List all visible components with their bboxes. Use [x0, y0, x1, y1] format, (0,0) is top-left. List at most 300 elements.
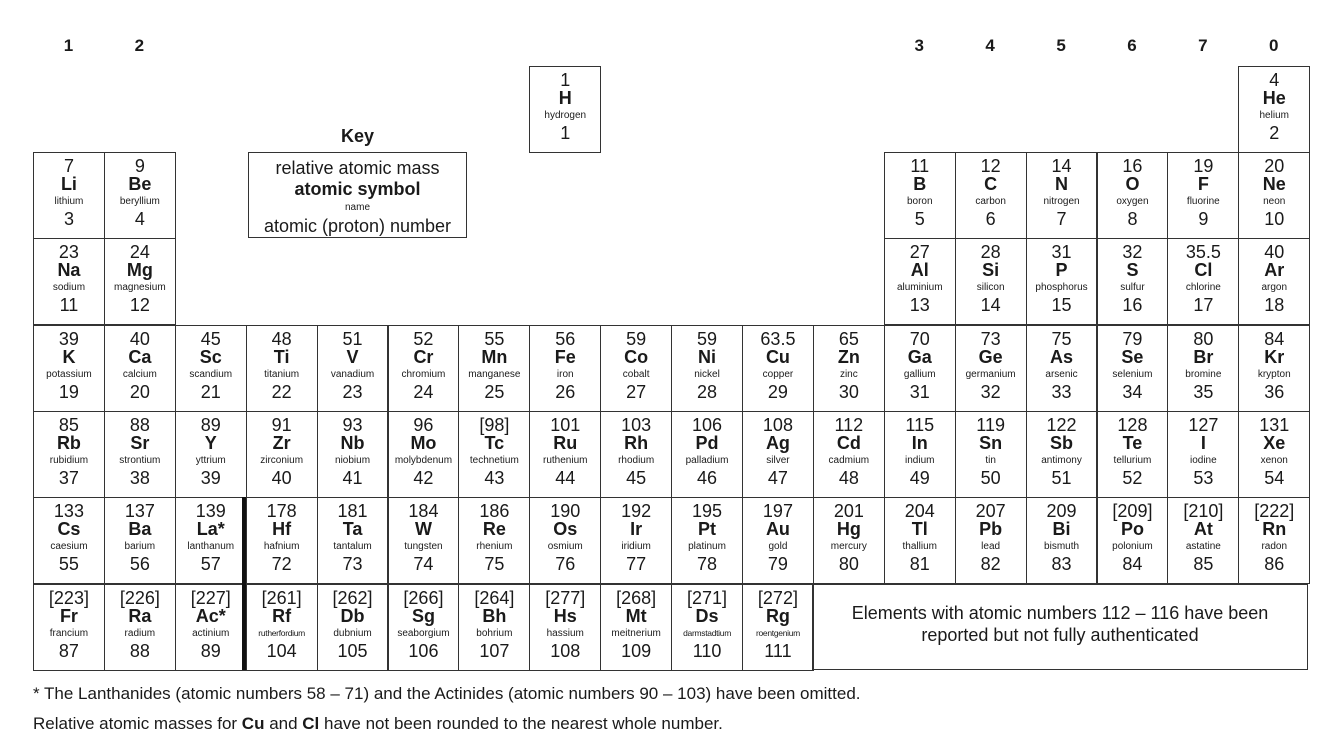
footnote-and: and [264, 714, 303, 733]
element-symbol: Xe [1263, 433, 1286, 453]
element-symbol: Ru [553, 433, 578, 453]
element-mass: 131 [1259, 415, 1290, 435]
element-number: 7 [1056, 209, 1067, 229]
element-name: copper [762, 369, 794, 380]
element-symbol: La* [196, 519, 225, 539]
element-symbol: I [1200, 433, 1206, 453]
element-symbol: Ni [698, 347, 717, 367]
element-name: scandium [189, 369, 233, 380]
element-number: 37 [58, 468, 79, 488]
element-number: 55 [58, 554, 79, 574]
group-header: 3 [914, 36, 924, 55]
element-name: lanthanum [187, 541, 235, 552]
element-symbol: Si [982, 260, 1000, 280]
element-cell-mercury [813, 497, 885, 584]
element-cell-radon [1238, 497, 1310, 584]
element-number: 16 [1122, 295, 1143, 315]
element-symbol: Os [553, 519, 578, 539]
element-symbol: Rn [1262, 519, 1287, 539]
element-cell-hydrogen [529, 66, 601, 153]
element-mass: 39 [58, 329, 79, 349]
element-cell-vanadium [317, 325, 389, 412]
element-mass: 4 [1269, 70, 1280, 90]
element-number: 15 [1051, 295, 1072, 315]
element-mass: 89 [200, 415, 221, 435]
element-name: rhenium [476, 541, 513, 552]
key-mass-label: relative atomic mass [275, 158, 440, 178]
element-symbol: Pb [979, 519, 1003, 539]
element-symbol: Sn [979, 433, 1003, 453]
element-name: magnesium [113, 282, 166, 293]
element-name: technetium [469, 455, 519, 466]
element-symbol: Ac* [195, 606, 226, 626]
element-number: 46 [697, 468, 718, 488]
element-number: 54 [1264, 468, 1285, 488]
element-number: 76 [555, 554, 576, 574]
element-name: silver [766, 455, 790, 466]
element-symbol: Bi [1052, 519, 1071, 539]
element-symbol: Br [1193, 347, 1214, 367]
element-number: 11 [59, 295, 79, 315]
element-number: 25 [484, 382, 505, 402]
element-mass: 84 [1264, 329, 1285, 349]
element-name: roentgenium [755, 628, 800, 638]
element-mass: 103 [621, 415, 652, 435]
element-symbol: At [1193, 519, 1213, 539]
element-number: 9 [1198, 209, 1209, 229]
element-name: silicon [976, 282, 1005, 293]
element-cell-francium [33, 584, 105, 671]
element-name: iodine [1189, 455, 1217, 466]
element-number: 110 [692, 641, 722, 661]
element-number: 44 [555, 468, 576, 488]
element-mass: 93 [342, 415, 363, 435]
element-number: 23 [342, 382, 363, 402]
element-cell-rubidium [33, 411, 105, 498]
element-symbol: Rf [272, 606, 292, 626]
element-cell-niobium [317, 411, 389, 498]
group-header: 5 [1056, 36, 1066, 55]
element-symbol: Sg [411, 606, 435, 626]
element-mass: [210] [1183, 501, 1224, 521]
element-symbol: C [984, 174, 998, 194]
element-number: 22 [271, 382, 292, 402]
element-name: bismuth [1044, 541, 1080, 552]
element-cell-indium [884, 411, 956, 498]
element-name: astatine [1185, 541, 1221, 552]
element-symbol: Re [482, 519, 506, 539]
element-name: chromium [401, 369, 446, 380]
element-mass: 59 [697, 329, 718, 349]
element-name: indium [905, 455, 935, 466]
element-mass: 108 [762, 415, 793, 435]
element-number: 20 [129, 382, 150, 402]
element-number: 42 [413, 468, 434, 488]
element-number: 57 [200, 554, 221, 574]
element-symbol: Ra [128, 606, 152, 626]
element-mass: [262] [332, 588, 373, 608]
element-mass: 28 [980, 242, 1001, 262]
element-cell-cadmium [813, 411, 885, 498]
element-symbol: Y [204, 433, 217, 453]
element-name: caesium [50, 541, 88, 552]
element-mass: [277] [545, 588, 586, 608]
element-symbol: In [911, 433, 928, 453]
group-header: 7 [1198, 36, 1208, 55]
element-name: phosphorus [1035, 282, 1088, 293]
element-mass: 27 [909, 242, 930, 262]
element-number: 33 [1051, 382, 1072, 402]
element-number: 48 [838, 468, 859, 488]
element-name: argon [1261, 282, 1288, 293]
element-name: aluminium [896, 282, 943, 293]
unauthenticated-elements-note [812, 584, 1308, 670]
element-mass: 40 [129, 329, 150, 349]
element-name: tin [985, 455, 996, 466]
element-number: 82 [980, 554, 1001, 574]
element-symbol: Ag [765, 433, 790, 453]
element-cell-strontium [104, 411, 176, 498]
element-name: lithium [54, 196, 84, 207]
element-number: 106 [408, 641, 439, 661]
element-cell-manganese [458, 325, 530, 412]
element-cell-roentgenium [742, 584, 814, 671]
element-symbol: Mo [410, 433, 437, 453]
element-number: 75 [484, 554, 505, 574]
element-name: strontium [119, 455, 161, 466]
element-number: 43 [484, 468, 505, 488]
element-cell-astatine [1167, 497, 1239, 584]
group-header: 1 [63, 36, 74, 55]
element-name: actinium [192, 628, 230, 639]
element-number: 32 [980, 382, 1001, 402]
note-line-1: Elements with atomic numbers 112 – 116 have been [851, 603, 1269, 623]
element-number: 8 [1127, 209, 1138, 229]
element-number: 111 [764, 641, 792, 661]
element-symbol: Db [340, 606, 365, 626]
element-symbol: Ti [273, 347, 290, 367]
element-mass: [223] [48, 588, 89, 608]
element-mass: 137 [124, 501, 155, 521]
element-symbol: Kr [1264, 347, 1285, 367]
element-mass: 31 [1051, 242, 1072, 262]
element-symbol: W [414, 519, 432, 539]
element-name: rutherfordium [258, 628, 305, 638]
element-symbol: Sc [199, 347, 222, 367]
element-symbol: Ba [128, 519, 152, 539]
element-cell-polonium [1097, 497, 1169, 584]
element-cell-aluminium [884, 238, 956, 325]
element-cell-germanium [955, 325, 1027, 412]
element-name: gold [768, 541, 788, 552]
element-name: darmstadtium [683, 628, 731, 638]
element-mass: 55 [484, 329, 505, 349]
element-name: hydrogen [544, 110, 587, 121]
element-cell-boron [884, 152, 956, 239]
element-cell-fluorine [1167, 152, 1239, 239]
element-symbol: Rh [624, 433, 649, 453]
element-symbol: F [1197, 174, 1209, 194]
element-number: 80 [838, 554, 859, 574]
element-mass: 23 [58, 242, 79, 262]
element-name: iridium [621, 541, 651, 552]
element-name: tellurium [1113, 455, 1152, 466]
element-mass: 101 [550, 415, 581, 435]
element-number: 45 [626, 468, 647, 488]
element-symbol: Se [1121, 347, 1144, 367]
element-mass: 48 [271, 329, 292, 349]
element-mass: [268] [616, 588, 657, 608]
element-name: niobium [335, 455, 371, 466]
element-name: barium [124, 541, 156, 552]
element-cell-iridium [600, 497, 672, 584]
footnote-omitted: * The Lanthanides (atomic numbers 58 – 71) and the Actinides (atomic numbers 90 – 103) have been omitted. [33, 684, 861, 703]
element-name: krypton [1257, 369, 1291, 380]
element-cell-arsenic [1026, 325, 1098, 412]
element-name: sulfur [1120, 282, 1145, 293]
element-number: 4 [134, 209, 145, 229]
element-number: 78 [697, 554, 718, 574]
element-symbol: Ar [1264, 260, 1285, 280]
element-name: mercury [830, 541, 867, 552]
element-mass: 19 [1193, 156, 1214, 176]
element-mass: 79 [1122, 329, 1143, 349]
element-mass: 1 [560, 70, 571, 90]
element-cell-thallium [884, 497, 956, 584]
element-name: chlorine [1185, 282, 1221, 293]
element-symbol: H [558, 88, 572, 108]
element-cell-lanthanum [175, 497, 247, 584]
element-name: beryllium [119, 196, 160, 207]
element-mass: 32 [1122, 242, 1143, 262]
element-name: palladium [685, 455, 729, 466]
element-number: 50 [980, 468, 1001, 488]
element-name: calcium [122, 369, 157, 380]
element-name: neon [1263, 196, 1286, 207]
element-cell-argon [1238, 238, 1310, 325]
element-number: 53 [1193, 468, 1214, 488]
element-name: polonium [1112, 541, 1153, 552]
element-cell-titanium [246, 325, 318, 412]
element-cell-seaborgium [388, 584, 460, 671]
element-symbol: Be [128, 174, 152, 194]
element-cell-silver [742, 411, 814, 498]
element-cell-lead [955, 497, 1027, 584]
element-symbol: Pd [695, 433, 719, 453]
element-mass: [261] [261, 588, 302, 608]
key-title: Key [340, 126, 375, 146]
element-name: seaborgium [397, 628, 450, 639]
element-mass: 178 [266, 501, 297, 521]
element-symbol: Ca [128, 347, 152, 367]
element-mass: 181 [337, 501, 368, 521]
element-mass: [271] [687, 588, 728, 608]
element-cell-rhenium [458, 497, 530, 584]
element-mass: 195 [692, 501, 723, 521]
element-number: 83 [1051, 554, 1072, 574]
element-cell-tungsten [388, 497, 460, 584]
element-cell-krypton [1238, 325, 1310, 412]
element-mass: 11 [910, 156, 930, 176]
element-name: rhodium [618, 455, 655, 466]
footnote-rounding-post: have not been rounded to the nearest whole number. [319, 714, 723, 733]
element-name: cadmium [828, 455, 870, 466]
element-name: gallium [903, 369, 936, 380]
element-name: rubidium [49, 455, 89, 466]
group-header: 2 [134, 36, 145, 55]
element-mass: 63.5 [760, 329, 796, 349]
element-cell-selenium [1097, 325, 1169, 412]
element-cell-hafnium [246, 497, 318, 584]
element-number: 89 [200, 641, 221, 661]
element-cell-nickel [671, 325, 743, 412]
element-mass: 115 [905, 415, 935, 435]
element-symbol: B [913, 174, 927, 194]
element-name: titanium [264, 369, 300, 380]
element-number: 18 [1264, 295, 1285, 315]
element-mass: 70 [909, 329, 930, 349]
element-name: potassium [46, 369, 92, 380]
element-name: zirconium [260, 455, 304, 466]
element-cell-chlorine [1167, 238, 1239, 325]
element-number: 3 [63, 209, 74, 229]
element-mass: [227] [190, 588, 231, 608]
element-number: 5 [914, 209, 925, 229]
element-mass: 96 [413, 415, 434, 435]
group-header: 6 [1127, 36, 1137, 55]
element-number: 79 [767, 554, 788, 574]
element-cell-darmstadtium [671, 584, 743, 671]
element-mass: [226] [119, 588, 160, 608]
element-mass: 201 [833, 501, 864, 521]
element-number: 34 [1122, 382, 1143, 402]
element-cell-radium [104, 584, 176, 671]
element-cell-oxygen [1097, 152, 1169, 239]
element-cell-scandium [175, 325, 247, 412]
element-cell-sodium [33, 238, 105, 325]
element-symbol: Pt [698, 519, 717, 539]
element-number: 28 [697, 382, 718, 402]
element-mass: 128 [1117, 415, 1148, 435]
element-name: oxygen [1116, 196, 1149, 207]
element-name: dubnium [333, 628, 372, 639]
element-symbol: Fe [554, 347, 576, 367]
group-header: 4 [985, 36, 995, 55]
element-symbol: Mg [126, 260, 153, 280]
element-cell-iron [529, 325, 601, 412]
element-number: 108 [550, 641, 581, 661]
element-symbol: Bh [482, 606, 507, 626]
element-mass: 91 [271, 415, 292, 435]
note-line-2: reported but not fully authenticated [921, 625, 1199, 645]
element-name: yttrium [195, 455, 226, 466]
element-mass: 9 [134, 156, 145, 176]
element-cell-sulfur [1097, 238, 1169, 325]
element-cell-meitnerium [600, 584, 672, 671]
element-mass: 197 [762, 501, 793, 521]
element-cell-cobalt [600, 325, 672, 412]
element-name: helium [1259, 110, 1289, 121]
element-number: 87 [58, 641, 79, 661]
element-mass: 20 [1264, 156, 1285, 176]
element-name: francium [49, 628, 89, 639]
element-name: xenon [1260, 455, 1288, 466]
element-cell-nitrogen [1026, 152, 1098, 239]
element-mass: 59 [626, 329, 647, 349]
element-cell-bromine [1167, 325, 1239, 412]
element-name: cobalt [622, 369, 650, 380]
element-name: bromine [1185, 369, 1222, 380]
element-symbol: N [1055, 174, 1069, 194]
element-cell-calcium [104, 325, 176, 412]
element-symbol: Mn [481, 347, 508, 367]
key-name-label: name [344, 202, 370, 213]
element-name: osmium [547, 541, 583, 552]
element-name: molybdenum [394, 455, 453, 466]
element-symbol: Hg [836, 519, 861, 539]
element-name: zinc [839, 369, 858, 380]
element-number: 41 [342, 468, 363, 488]
element-name: carbon [975, 196, 1006, 207]
element-cell-zirconium [246, 411, 318, 498]
element-cell-zinc [813, 325, 885, 412]
element-symbol: Rg [765, 606, 790, 626]
element-number: 81 [909, 554, 930, 574]
element-number: 35 [1193, 382, 1214, 402]
element-symbol: Ta [342, 519, 363, 539]
element-mass: 35.5 [1185, 242, 1221, 262]
element-name: radium [124, 628, 156, 639]
element-number: 56 [129, 554, 150, 574]
element-symbol: Hs [553, 606, 577, 626]
element-name: lead [981, 541, 1001, 552]
element-symbol: Co [624, 347, 649, 367]
lanthanide-divider [242, 497, 246, 670]
element-mass: 122 [1046, 415, 1077, 435]
element-mass: 12 [980, 156, 1001, 176]
element-name: sodium [52, 282, 86, 293]
element-name: ruthenium [543, 455, 588, 466]
element-symbol: Rb [56, 433, 81, 453]
element-name: arsenic [1045, 369, 1078, 380]
element-cell-magnesium [104, 238, 176, 325]
element-mass: 192 [621, 501, 652, 521]
element-cell-actinium [175, 584, 247, 671]
element-name: manganese [468, 369, 521, 380]
element-mass: 133 [53, 501, 84, 521]
element-cell-ruthenium [529, 411, 601, 498]
element-symbol: Zn [837, 347, 860, 367]
element-number: 40 [271, 468, 292, 488]
element-cell-iodine [1167, 411, 1239, 498]
footnote-cu: Cu [241, 714, 265, 733]
element-mass: 119 [976, 415, 1005, 435]
element-cell-tin [955, 411, 1027, 498]
element-symbol: As [1050, 347, 1074, 367]
element-mass: 16 [1122, 156, 1143, 176]
element-cell-neon [1238, 152, 1310, 239]
element-cell-hassium [529, 584, 601, 671]
element-mass: 106 [692, 415, 723, 435]
element-number: 74 [413, 554, 434, 574]
element-name: meitnerium [611, 628, 661, 639]
element-symbol: Fr [59, 606, 78, 626]
element-number: 24 [413, 382, 434, 402]
element-mass: 40 [1264, 242, 1285, 262]
key-box [248, 152, 467, 238]
element-name: tungsten [404, 541, 443, 552]
element-mass: 190 [550, 501, 581, 521]
